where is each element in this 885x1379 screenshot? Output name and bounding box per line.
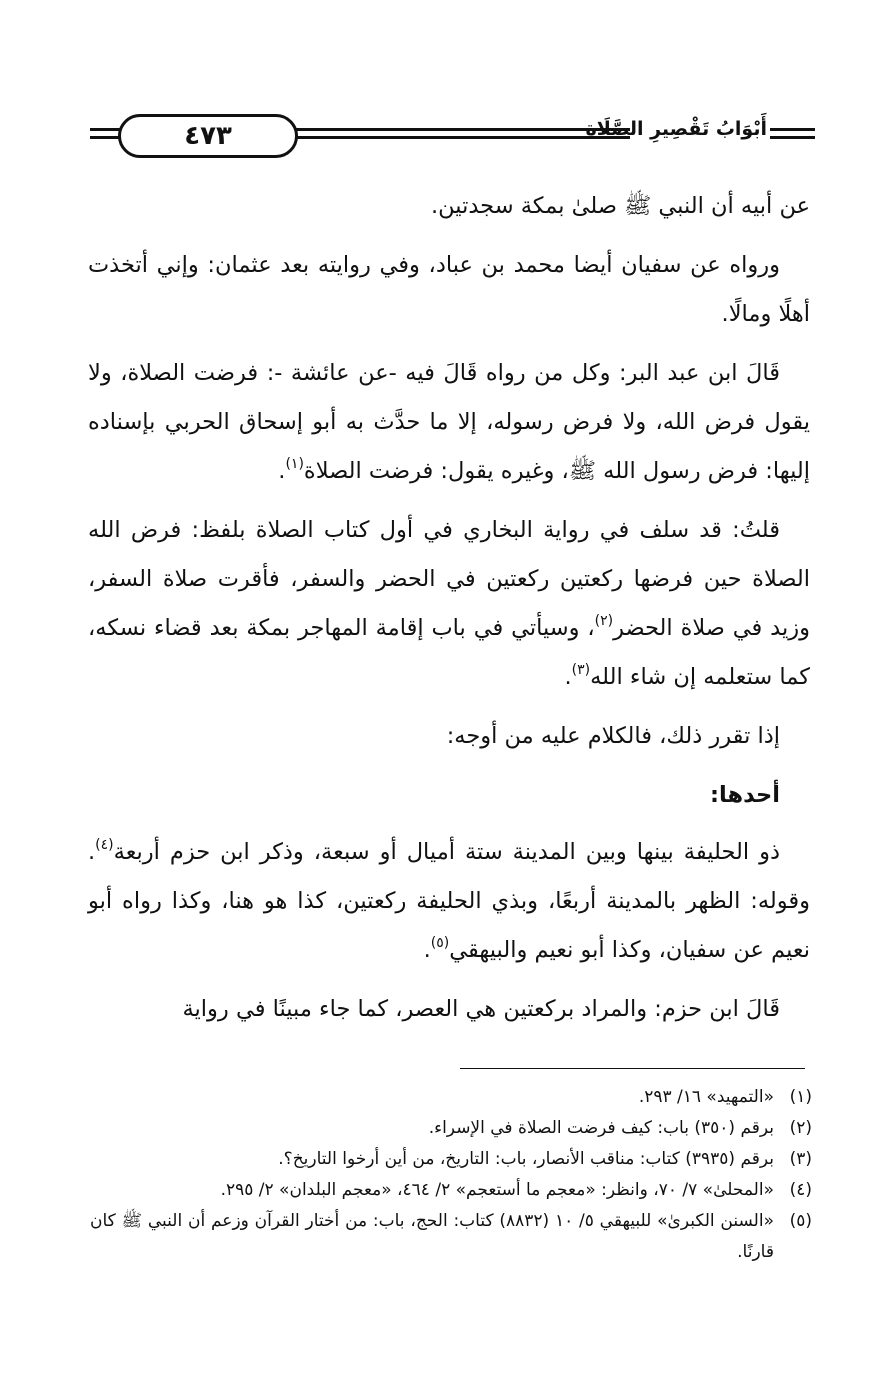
footnotes xyxy=(90,1082,812,1268)
section-heading: أحدها: xyxy=(710,782,780,808)
main-text xyxy=(88,182,810,1044)
footnote-ref: (١) xyxy=(285,456,304,472)
header-rule-middle-top xyxy=(295,128,630,131)
paragraph: إذا تقرر ذلك، فالكلام عليه من أوجه: xyxy=(446,723,780,749)
footnote-text: برقم (٣٥٠) باب: كيف فرضت الصلاة في الإسراء. xyxy=(428,1118,774,1138)
header-rule-middle-bottom xyxy=(295,136,630,139)
paragraph: قَالَ ابن عبد البر: وكل من رواه قَالَ فيه -عن عائشة -: فرضت الصلاة، ولا يقول فرض الله، ولا فرض رسوله، إلا ما حدَّث به أبو إسحاق الحربي بإسناده إليها: فرض رسول الله ﷺ، وغيره يقول: فرضت الصلاة$^{(١)}$. xyxy=(88,360,810,484)
footnote-ref: (٢) xyxy=(594,613,614,629)
footnote xyxy=(90,1082,812,1113)
footnote-ref: (٥) xyxy=(430,935,450,951)
footnote-number: (٥) xyxy=(789,1211,812,1231)
footnote-text: برقم (٣٩٣٥) كتاب: مناقب الأنصار، باب: التاريخ، من أين أرخوا التاريخ؟. xyxy=(278,1149,774,1169)
footnote-number: (٤) xyxy=(789,1180,812,1200)
footnote xyxy=(90,1113,812,1144)
footnote-ref: (٣) xyxy=(571,662,591,678)
footnote-ref: (٤) xyxy=(95,837,114,853)
footnote-number: (٣) xyxy=(789,1149,812,1169)
footnote-number: (٢) xyxy=(789,1118,812,1138)
header-rule-right-bottom xyxy=(770,136,815,139)
footnote-text: «السنن الكبرىٰ» للبيهقي ٥/ ١٠ (٨٨٣٢) كتاب: الحج، باب: من أختار القرآن وزعم أن النبي ﷺ كان قارنًا. xyxy=(90,1211,774,1262)
footnote xyxy=(90,1175,812,1206)
running-title: أَبْوَابُ تَقْصِيرِ الصَّلَاةِ xyxy=(585,118,767,140)
footnote xyxy=(90,1206,812,1268)
page-header xyxy=(90,112,815,162)
paragraph: عن أبيه أن النبي ﷺ صلىٰ بمكة سجدتين. xyxy=(431,193,810,219)
header-rule-right-top xyxy=(770,128,815,131)
footnote xyxy=(90,1144,812,1175)
page-number-badge xyxy=(118,114,298,158)
footnote-text: «التمهيد» ١٦/ ٢٩٣. xyxy=(638,1087,774,1107)
paragraph: قلتُ: قد سلف في رواية البخاري في أول كتاب الصلاة بلفظ: فرض الله الصلاة حين فرضها ركعتين ركعتين في الحضر والسفر، فأقرت صلاة السفر، وزيد في صلاة الحضر$^{(٢)}$، وسيأتي في باب إقامة المهاجر بمكة بعد قضاء نسكه، كما ستعلمه إن شاء الله$^{(٣)}$. xyxy=(88,517,810,690)
paragraph: ورواه عن سفيان أيضا محمد بن عباد، وفي روايته بعد عثمان: وإني أتخذت أهلًا ومالًا. xyxy=(88,252,810,327)
footnote-number: (١) xyxy=(789,1087,812,1107)
footnote-separator xyxy=(460,1068,805,1069)
header-rule-left-top xyxy=(90,128,122,131)
page-number: ٤٧٣ xyxy=(184,121,232,151)
footnote-text: «المحلىٰ» ٧/ ٧٠، وانظر: «معجم ما أستعجم» ٢/ ٤٦٤، «معجم البلدان» ٢/ ٢٩٥. xyxy=(220,1180,774,1200)
paragraph: قَالَ ابن حزم: والمراد بركعتين هي العصر، كما جاء مبينًا في رواية xyxy=(182,996,780,1022)
paragraph: ذو الحليفة بينها وبين المدينة ستة أميال أو سبعة، وذكر ابن حزم أربعة$^{(٤)}$. وقوله: الظهر بالمدينة أربعًا، وبذي الحليفة ركعتين، كذا هو هنا، وكذا رواه أبو نعيم عن سفيان، وكذا أبو نعيم والبيهقي$^{(٥)}$. xyxy=(88,837,810,963)
